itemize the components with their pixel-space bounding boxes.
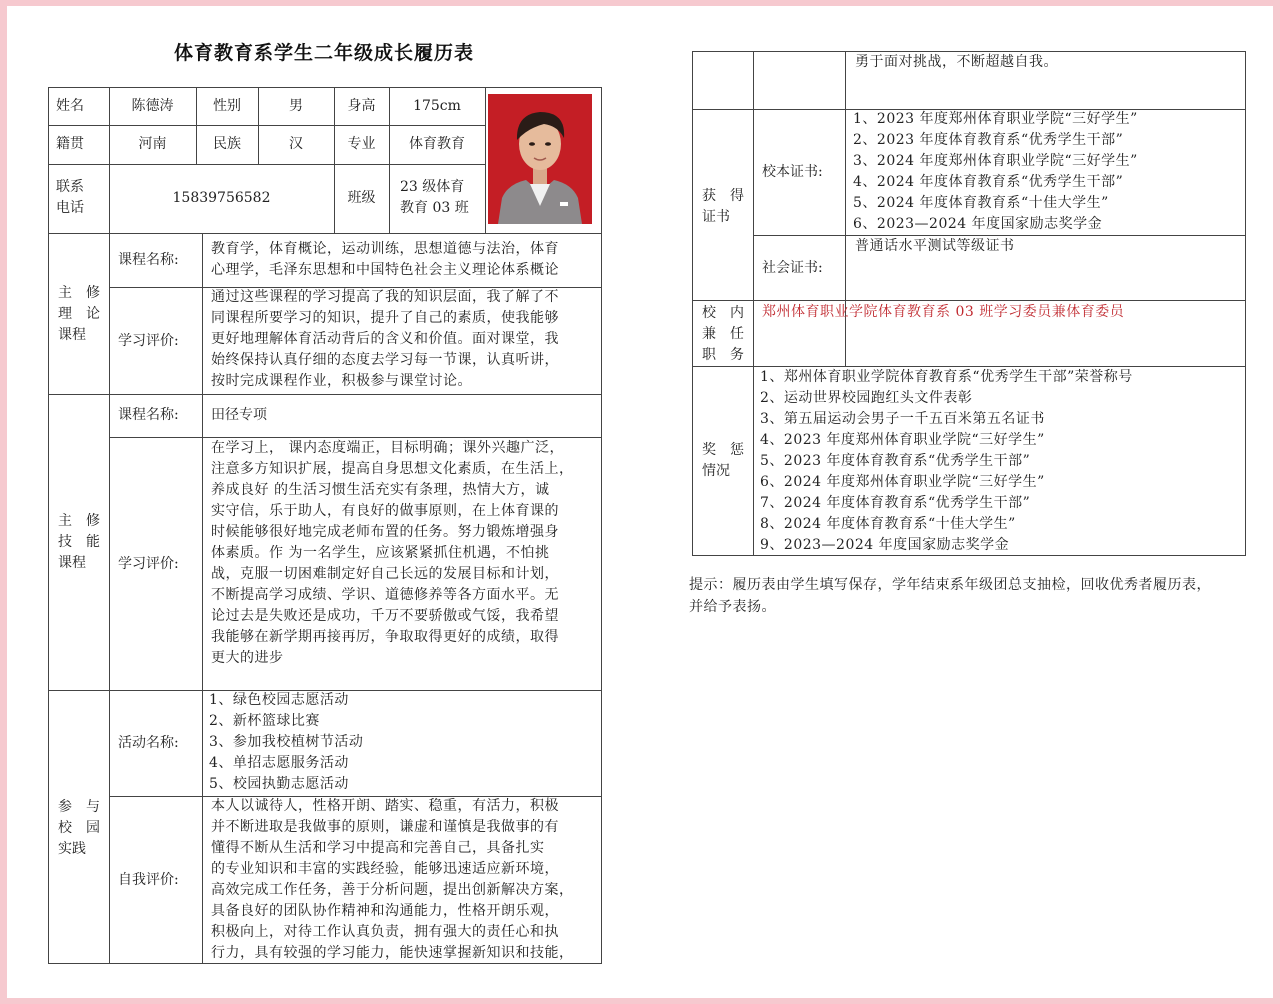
list-item: 6、2023—2024 年度国家励志奖学金 bbox=[853, 216, 1103, 232]
skill-eval-label: 学习评价: bbox=[118, 556, 179, 572]
major-label: 专业 bbox=[347, 136, 376, 152]
position-value: 郑州体育职业学院体育教育系 03 班学习委员兼体育委员 bbox=[762, 304, 1125, 320]
practice-section-label-3: 实践 bbox=[58, 841, 86, 857]
list-item: 4、2024 年度体育教育系“优秀学生干部” bbox=[853, 174, 1124, 190]
theory-section-label-1: 主 修 bbox=[58, 285, 100, 301]
self-eval-label: 自我评价: bbox=[118, 872, 179, 888]
name-label: 姓名 bbox=[56, 98, 84, 114]
major-value: 体育教育 bbox=[409, 136, 465, 152]
position-section-label-3: 职 务 bbox=[702, 347, 744, 363]
list-item: 9、2023—2024 年度国家励志奖学金 bbox=[760, 537, 1010, 553]
theory-section-label-2: 理 论 bbox=[58, 306, 100, 322]
social-cert-value: 普通话水平测试等级证书 bbox=[855, 238, 1015, 254]
ethnic-value: 汉 bbox=[289, 136, 303, 152]
practice-section-label-1: 参 与 bbox=[58, 799, 100, 815]
origin-value: 河南 bbox=[138, 136, 167, 152]
cert-section-label-1: 获 得 bbox=[702, 188, 744, 204]
phone-label-2: 电话 bbox=[56, 200, 84, 216]
gender-label: 性别 bbox=[213, 97, 241, 114]
height-label: 身高 bbox=[347, 97, 376, 114]
school-cert-label: 校本证书: bbox=[762, 164, 823, 180]
award-section-label-1: 奖 惩 bbox=[702, 442, 744, 458]
position-section-label-1: 校 内 bbox=[702, 305, 744, 321]
class-value-1: 23 级体育 bbox=[400, 179, 465, 195]
list-item: 3、第五届运动会男子一千五百米第五名证书 bbox=[760, 411, 1045, 427]
skill-section-label-3: 课程 bbox=[58, 555, 86, 571]
skill-section-label-1: 主 修 bbox=[58, 513, 100, 529]
skill-course-value: 田径专项 bbox=[211, 407, 267, 423]
student-photo bbox=[488, 94, 592, 224]
practice-section-label-2: 校 园 bbox=[58, 820, 100, 836]
name-value: 陈德涛 bbox=[131, 97, 174, 114]
continued-text: 勇于面对挑战，不断超越自我。 bbox=[855, 54, 1058, 70]
gender-value: 男 bbox=[289, 97, 303, 114]
list-item: 2、2023 年度体育教育系“优秀学生干部” bbox=[853, 132, 1124, 148]
class-value-2: 教育 03 班 bbox=[400, 200, 469, 216]
list-item: 3、2024 年度郑州体育职业学院“三好学生” bbox=[853, 153, 1138, 169]
origin-label: 籍贯 bbox=[56, 136, 84, 152]
page-title: 体育教育系学生二年级成长履历表 bbox=[173, 42, 474, 64]
activity-label: 活动名称: bbox=[118, 735, 179, 751]
theory-section-label-3: 课程 bbox=[58, 327, 86, 343]
list-item: 7、2024 年度体育教育系“优秀学生干部” bbox=[760, 495, 1031, 511]
skill-section-label-2: 技 能 bbox=[58, 534, 100, 550]
self-evaluation: 本人以诚待人，性格开朗、踏实、稳重，有活力，积极 并不断进取是我做事的原则，谦虚和谨慎是我做事的有 懂得不断从生活和学习中提高和完善自己，具备扎实 的专业知识和丰富的实践经验，能够迅速适应新环境， 高效完成工作任务，善于分析问题，提出创新解决方案， 具备良好的团队协作精神和沟通能力，性格开朗乐观， 积极向上，对待工作认真负责，拥有强大的责任心和执 行力，具有较强的学习能力，能快速掌握新知识和技能， bbox=[211, 798, 574, 961]
skill-course-label: 课程名称: bbox=[118, 407, 179, 423]
ethnic-label: 民族 bbox=[213, 136, 241, 152]
list-item: 8、2024 年度体育教育系“十佳大学生” bbox=[760, 516, 1016, 532]
list-item: 5、2024 年度体育教育系“十佳大学生” bbox=[853, 195, 1109, 211]
list-item: 4、单招志愿服务活动 bbox=[209, 755, 349, 771]
list-item: 1、2023 年度郑州体育职业学院“三好学生” bbox=[853, 111, 1138, 127]
list-item: 3、参加我校植树节活动 bbox=[209, 734, 364, 750]
list-item: 2、运动世界校园跑红头文件表彰 bbox=[760, 390, 973, 406]
list-item: 1、绿色校园志愿活动 bbox=[209, 692, 349, 708]
activity-list bbox=[209, 690, 593, 795]
phone-label-1: 联系 bbox=[56, 179, 84, 195]
list-item: 5、校园执勤志愿活动 bbox=[209, 776, 349, 792]
height-value: 175cm bbox=[413, 97, 461, 114]
list-item: 1、郑州体育职业学院体育教育系“优秀学生干部”荣誉称号 bbox=[760, 369, 1133, 385]
skill-evaluation: 在学习上， 课内态度端正，目标明确；课外兴趣广泛， 注意多方知识扩展，提高自身思想文化素质，在生活上， 养成良好 的生活习惯生活充实有条理，热情大方，诚 实守信，乐于助人，有良好的做事原则，在上体育课的 时候能够很好地完成老师布置的任务。努力锻炼增强身 体素质。作 为一名学生，应该紧紧抓住机遇，不怕挑 战，克服一切困难制定好自己长远的发展目标和计划， 不断提高学习成绩、学识、道德修养等各方面水平。无 论过去是失败还是成功，千万不要骄傲或气馁，我希望 我能够在新学期再接再厉，争取取得更好的成绩，取得 更大的进步 bbox=[211, 440, 574, 666]
theory-eval-label: 学习评价: bbox=[118, 333, 179, 349]
cert-section-label-2: 证书 bbox=[702, 209, 730, 225]
social-cert-label: 社会证书: bbox=[762, 260, 823, 276]
theory-course-list: 教育学，体育概论，运动训练，思想道德与法治，体育 心理学，毛泽东思想和中国特色社会主义理论体系概论 bbox=[211, 241, 559, 278]
list-item: 4、2023 年度郑州体育职业学院“三好学生” bbox=[760, 432, 1045, 448]
award-section-label-2: 情况 bbox=[702, 463, 730, 479]
award-list bbox=[760, 367, 1240, 556]
class-label: 班级 bbox=[347, 190, 376, 206]
phone-value: 15839756582 bbox=[172, 190, 271, 206]
theory-course-label: 课程名称: bbox=[118, 252, 179, 268]
list-item: 5、2023 年度体育教育系“优秀学生干部” bbox=[760, 453, 1031, 469]
position-section-label-2: 兼 任 bbox=[702, 326, 744, 342]
school-cert-list bbox=[853, 109, 1238, 235]
list-item: 6、2024 年度郑州体育职业学院“三好学生” bbox=[760, 474, 1045, 490]
theory-evaluation: 通过这些课程的学习提高了我的知识层面，我了解了不 同课程所要学习的知识，提升了自己的素质，使我能够 更好地理解体育活动背后的含义和价值。面对课堂，我 始终保持认真仔细的态度去学习每一节课，认真听讲， 按时完成课程作业，积极参与课堂讨论。 bbox=[211, 289, 559, 389]
list-item: 2、新杯篮球比赛 bbox=[209, 713, 320, 729]
footnote: 提示：履历表由学生填写保存，学年结束系年级团总支抽检，回收优秀者履历表， 并给予表扬。 bbox=[689, 577, 1211, 615]
